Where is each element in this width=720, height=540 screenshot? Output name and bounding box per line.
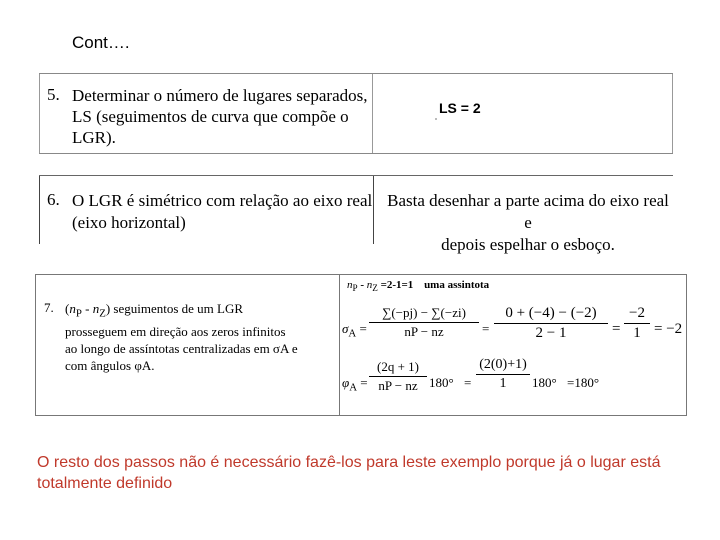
table-divider (39, 74, 40, 153)
phi-degree: 180° (429, 375, 454, 390)
phi-fraction (369, 359, 427, 394)
phi-numerator-2: (2(0)+1) (479, 357, 527, 372)
step-line: prosseguem em direção aos zeros infinitos (65, 323, 286, 339)
asymptote-count: $n_P - n_Z =2-1=1$ uma assintota (347, 279, 490, 294)
step-line: ao longo de assíntotas centralizadas em σA e (65, 340, 298, 356)
sigma-denominator: nP − nz (404, 324, 444, 339)
phi-result: =180° (567, 375, 600, 390)
table-divider (39, 176, 40, 244)
sigma-fraction-2 (494, 305, 608, 342)
table-divider (339, 275, 340, 415)
table-divider (372, 74, 373, 153)
step-number: 5. (47, 85, 60, 104)
step-6-table (39, 175, 673, 254)
phi-denominator: nP − nz (378, 378, 418, 393)
step-line: $(n_P - n_Z)$ seguimentos de um LGR (65, 301, 244, 320)
phi-label: $\varphi_A$ = (342, 375, 368, 394)
sigma-denominator-2: 2 − 1 (535, 325, 567, 341)
step-answer: LS = 2 (439, 100, 481, 116)
sigma-numerator-2: 0 + (−4) − (−2) (505, 305, 597, 321)
step-description (65, 300, 333, 374)
step-line: LGR). (72, 128, 116, 147)
sigma-denominator-3: 1 (633, 325, 641, 341)
step-line: com ângulos φA. (65, 357, 155, 373)
step-line: LS (seguimentos de curva que compõe o (72, 107, 349, 126)
step-answer (383, 190, 673, 256)
equals-sign: = (482, 321, 490, 336)
footer-note: O resto dos passos não é necessário fazê-los para leste exemplo porque já o lugar está totalmente definido (37, 454, 661, 492)
phi-degree-2: 180° (532, 375, 557, 390)
equals-sign: = (464, 375, 472, 390)
phi-numerator: (2q + 1) (377, 359, 419, 374)
fraction-bar (624, 323, 650, 324)
fraction-bar (494, 323, 608, 324)
step-number: 7. (44, 300, 54, 315)
step-line: Determinar o número de lugares separados, (72, 86, 368, 105)
sigma-fraction-3 (624, 305, 650, 342)
step-description (72, 85, 372, 148)
table-divider (672, 74, 673, 153)
equals-sign: = (612, 321, 621, 337)
fraction-bar (476, 374, 530, 375)
scan-speck (435, 118, 437, 120)
fraction-bar (369, 376, 427, 377)
answer-line: Basta desenhar a parte acima do eixo real e (387, 191, 669, 232)
sigma-label: $\sigma_A$ = (342, 321, 367, 340)
step-number: 6. (47, 190, 60, 209)
phi-denominator-2: 1 (499, 376, 507, 391)
answer-line: depois espelhar o esboço. (441, 235, 615, 254)
step-5-table (39, 73, 673, 154)
fraction-bar (369, 322, 479, 323)
sigma-fraction (369, 305, 479, 340)
sigma-numerator: ∑(−pj) − ∑(−zi) (382, 305, 466, 320)
sigma-numerator-3: −2 (629, 305, 645, 321)
page-title: Cont…. (72, 33, 130, 52)
step-line: O LGR é simétrico com relação ao eixo real (72, 191, 373, 210)
step-description (72, 190, 382, 234)
step-7-table (35, 274, 687, 416)
phi-fraction-2 (476, 357, 530, 392)
sigma-result: = −2 (654, 321, 683, 337)
step-line: (eixo horizontal) (72, 213, 186, 232)
